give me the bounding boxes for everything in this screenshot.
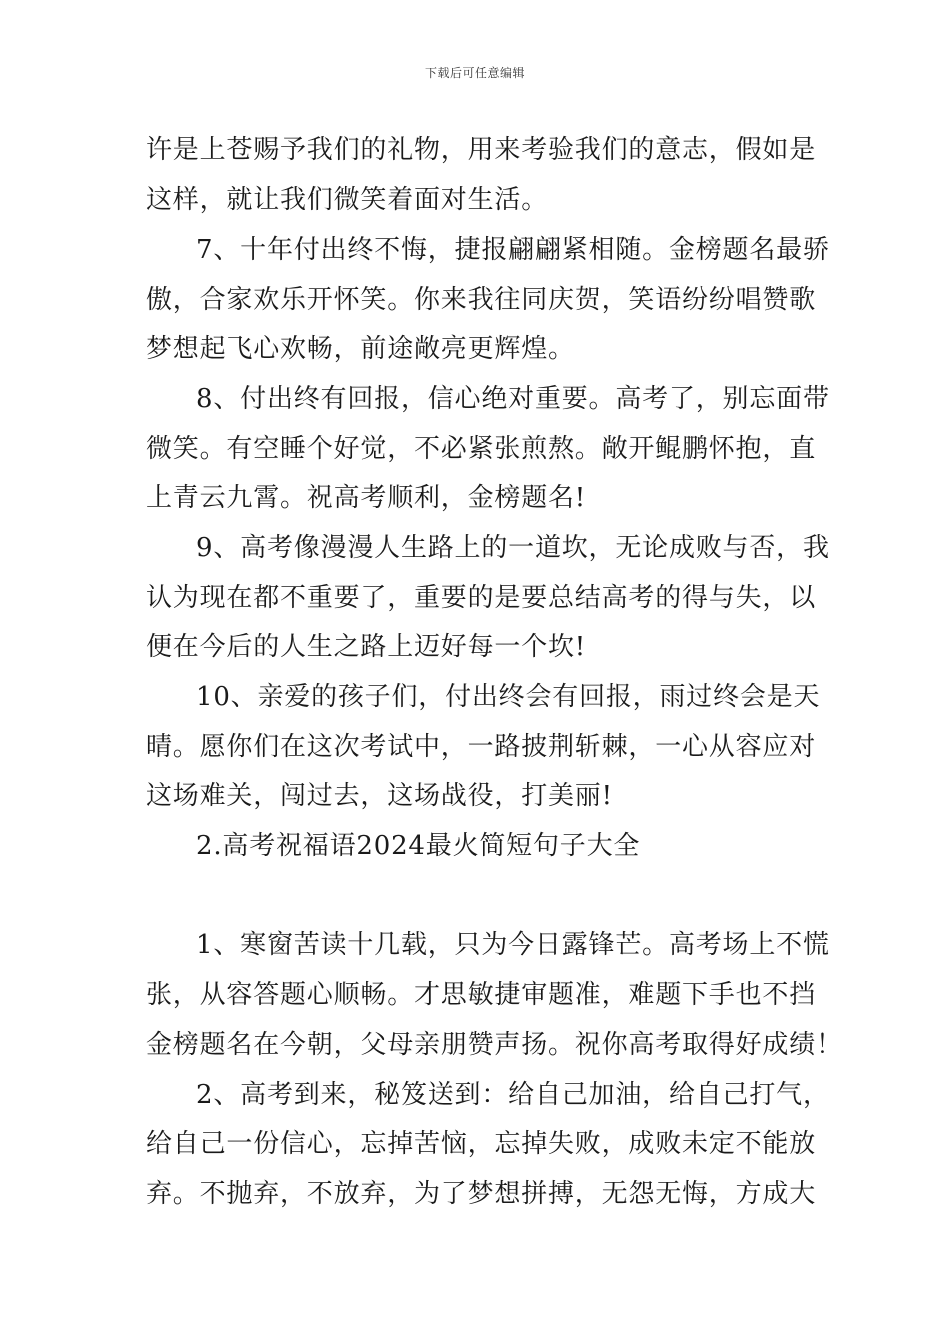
- text-line: 上青云九霄。祝高考顺利，金榜题名!: [146, 483, 587, 513]
- header-note: 下载后可任意编辑: [424, 66, 525, 80]
- text-line: 这样，就让我们微笑着面对生活。: [146, 185, 549, 215]
- text-line: 认为现在都不重要了，重要的是要总结高考的得与失，以: [146, 583, 817, 613]
- text-line: 傲，合家欢乐开怀笑。你来我往同庆贺，笑语纷纷唱赞歌: [146, 285, 817, 315]
- text-line: 金榜题名在今朝，父母亲朋赞声扬。祝你高考取得好成绩！: [146, 1030, 843, 1060]
- text-line: 给自己一份信心，忘掉苦恼，忘掉失败，成败未定不能放: [146, 1129, 817, 1159]
- text-line: 张，从容答题心顺畅。才思敏捷审题准，难题下手也不挡: [146, 980, 817, 1010]
- text-line: 微笑。有空睡个好觉，不必紧张煎熬。敞开鲲鹏怀抱，直: [146, 434, 817, 464]
- text-line: 便在今后的人生之路上迈好每一个坎!: [146, 632, 587, 662]
- text-line: 这场难关，闯过去，这场战役，打美丽!: [146, 781, 613, 811]
- text-line: 梦想起飞心欢畅，前途敞亮更辉煌。: [146, 334, 575, 364]
- text-line: 2、高考到来，秘笈送到：给自己加油，给自己打气，: [196, 1080, 830, 1110]
- text-line: 10、亲爱的孩子们，付出终会有回报，雨过终会是天: [196, 682, 821, 712]
- text-line: 许是上苍赐予我们的礼物，用来考验我们的意志，假如是: [146, 135, 817, 165]
- text-line: 8、付出终有回报，信心绝对重要。高考了，别忘面带: [196, 384, 830, 414]
- text-line: 弃。不抛弃，不放弃，为了梦想拼搏，无怨无悔，方成大: [146, 1179, 817, 1209]
- text-line: 9、高考像漫漫人生路上的一道坎，无论成败与否，我: [196, 533, 830, 563]
- text-line: 7、十年付出终不悔，捷报翩翩紧相随。金榜题名最骄: [196, 235, 830, 265]
- text-line: 晴。愿你们在这次考试中，一路披荆斩棘，一心从容应对: [146, 732, 817, 762]
- text-line: 1、寒窗苦读十几载，只为今日露锋芒。高考场上不慌: [196, 930, 830, 960]
- section-heading: 2.高考祝福语2024最火简短句子大全: [196, 831, 641, 861]
